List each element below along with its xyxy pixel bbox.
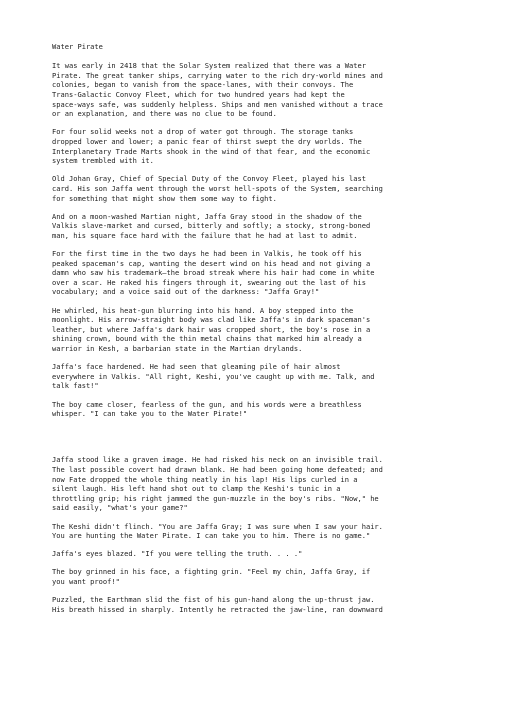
paragraph: Jaffa stood like a graven image. He had risked his neck on an invisible trail. The last possible covert had drawn blank. He had been going home defeated; and now Fate dropped the whole thing neatly in his lap! His lips curled in a silent laugh. His left hand shot out to clamp the Keshi's tunic in a throttling grip; his right jammed the gun-muzzle in the boy's ribs. "Now," he said easily, "what's your game?" — [52, 455, 383, 513]
paragraph: For the first time in the two days he had been in Valkis, he took off his peaked spaceman's cap, wanting the desert wind on his head and not giving a damn who saw his trademark—the broad streak where his hair had come in white over a scar. He raked his fingers through it, swearing out the last of his vocabulary; and a voice said out of the darkness: "Jaffa Gray!" — [52, 249, 375, 297]
paragraph: For four solid weeks not a drop of water got through. The storage tanks dropped lower and lower; a panic fear of thirst swept the dry worlds. The Interplanetary Trade Marts shook in the wind of that fear, and the economic system trembled with it. — [52, 127, 371, 166]
paragraph: And on a moon-washed Martian night, Jaffa Gray stood in the shadow of the Valkis slave-market and cursed, bitterly and softly; a stocky, strong-boned man, his square face hard with the failure that he had at last to admit. — [52, 211, 371, 240]
paragraph: The boy grinned in his face, a fighting grin. "Feel my chin, Jaffa Gray, if you want proof!" — [52, 567, 371, 587]
paragraph: He whirled, his heat-gun blurring into his hand. A boy stepped into the moonlight. His arrow-straight body was clad like Jaffa's in dark spaceman's leather, but where Jaffa's dark hair was cropped short, the boy's rose in a shining crown, bound with the thin metal chains that marked him already a warrior in Kesh, a barbarian state in the Martian drylands. — [52, 305, 371, 353]
paragraph: Jaffa's eyes blazed. "If you were telling the truth. . . ." — [52, 549, 303, 559]
paragraph: The boy came closer, fearless of the gun, and his words were a breathless whisper. "I can take you to the Water Pirate!" — [52, 399, 362, 419]
document-page — [52, 42, 464, 623]
paragraph: Puzzled, the Earthman slid the fist of his gun-hand along the up-thrust jaw. His breath hissed in sharply. Intently he retracted the jaw-line, ran downward — [52, 595, 383, 614]
paragraph: Jaffa's face hardened. He had seen that gleaming pile of hair almost everywhere in Valkis. "All right, Keshi, you've caught up with me. Talk, and talk fast!" — [52, 362, 375, 391]
section-one — [52, 61, 464, 419]
paragraph: It was early in 2418 that the Solar System realized that there was a Water Pirate. The great tanker ships, carrying water to the rich dry-world mines and colonies, began to vanish from the space-lanes, with their convoys. The Trans-Galactic Convoy Fleet, which for two hundred years had kept the space-ways safe, was suddenly helpless. Ships and men vanished without a trace or an explanation, and there was no clue to be found. — [52, 61, 383, 119]
section-break — [52, 427, 464, 455]
paragraph: Old Johan Gray, Chief of Special Duty of the Convoy Fleet, played his last card. His son Jaffa went through the worst hell-spots of the System, searching for something that might show them some way to fight. — [52, 174, 383, 203]
paragraph: The Keshi didn't flinch. "You are Jaffa Gray; I was sure when I saw your hair. You are hunting the Water Pirate. I can take you to him. There is no game." — [52, 521, 383, 541]
document-title: Water Pirate — [52, 42, 103, 51]
section-two — [52, 455, 464, 614]
